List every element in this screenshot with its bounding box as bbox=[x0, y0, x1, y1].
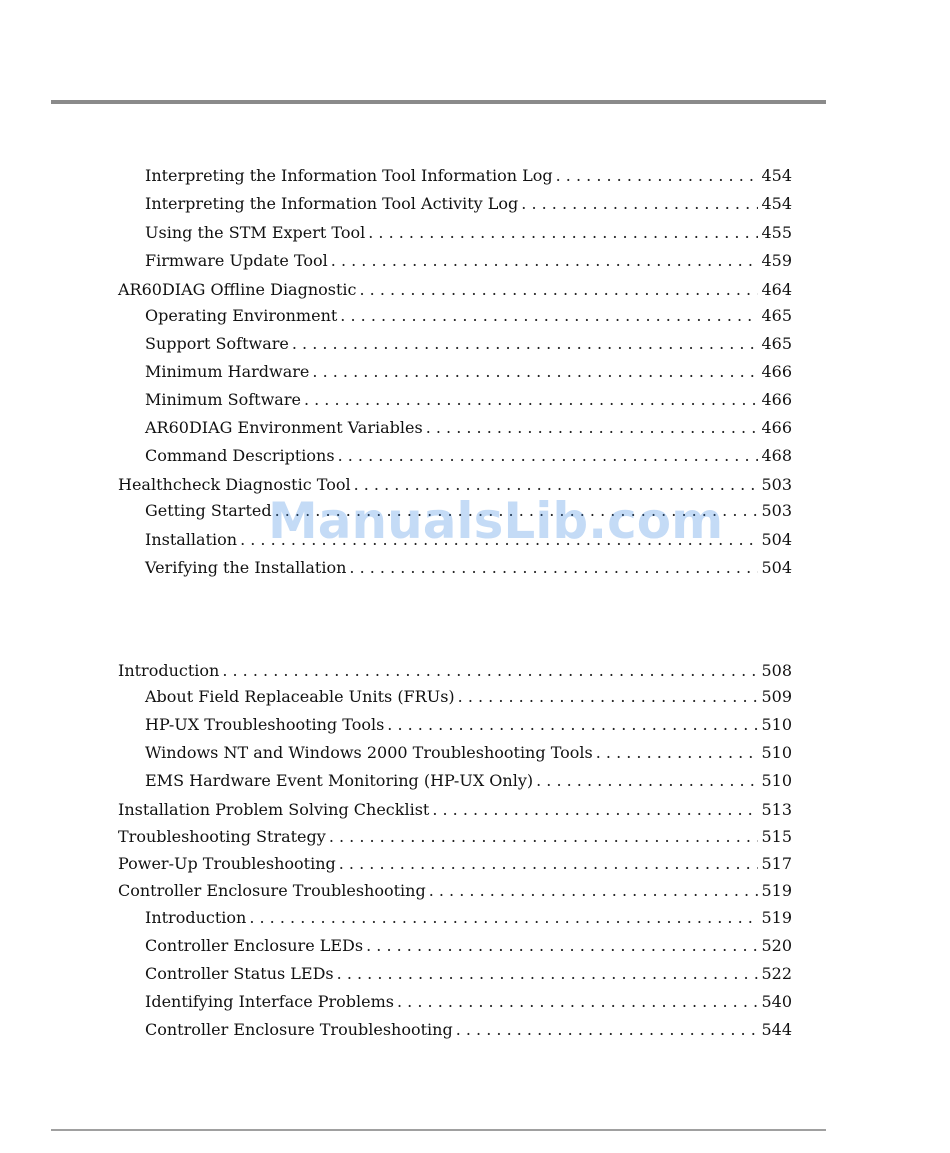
toc-entry-page: 454 bbox=[761, 194, 792, 213]
toc-entry-title: Controller Enclosure Troubleshooting bbox=[118, 881, 426, 900]
toc-leader-dots bbox=[432, 800, 758, 820]
watermark: ManualsLib.com bbox=[268, 492, 724, 550]
toc-entry[interactable] bbox=[145, 446, 792, 466]
toc-entry-page: 510 bbox=[761, 771, 792, 790]
bottom-rule bbox=[51, 1129, 826, 1131]
toc-leader-dots bbox=[397, 992, 758, 1012]
toc-entry-title: Support Software bbox=[145, 334, 289, 353]
toc-entry-page: 465 bbox=[761, 306, 792, 325]
toc-entry-title: Firmware Update Tool bbox=[145, 251, 328, 270]
toc-entry-page: 508 bbox=[761, 661, 792, 680]
toc-leader-dots bbox=[338, 446, 759, 466]
toc-entry-title: Controller Enclosure LEDs bbox=[145, 936, 364, 955]
toc-leader-dots bbox=[429, 881, 759, 901]
toc-entry[interactable] bbox=[145, 908, 792, 928]
toc-entry-page: 522 bbox=[761, 964, 792, 983]
toc-leader-dots bbox=[329, 827, 759, 847]
toc-entry-page: 455 bbox=[761, 223, 792, 242]
toc-entry-page: 466 bbox=[761, 390, 792, 409]
toc-entry[interactable] bbox=[145, 306, 792, 326]
toc-entry[interactable] bbox=[118, 827, 792, 847]
toc-entry-page: 509 bbox=[761, 687, 792, 706]
toc-entry-title: EMS Hardware Event Monitoring (HP-UX Only) bbox=[145, 771, 534, 790]
toc-entry[interactable] bbox=[118, 280, 792, 300]
toc-entry-title: Minimum Software bbox=[145, 390, 301, 409]
toc-entry[interactable] bbox=[145, 964, 792, 984]
toc-entry[interactable] bbox=[145, 687, 792, 707]
toc-entry-page: 503 bbox=[761, 475, 792, 494]
toc-entry-title: Installation bbox=[145, 530, 238, 549]
toc-leader-dots bbox=[349, 558, 758, 578]
toc-leader-dots bbox=[596, 743, 759, 763]
toc-entry-title: Windows NT and Windows 2000 Troubleshooting Tools bbox=[145, 743, 593, 762]
toc-entry-title: Healthcheck Diagnostic Tool bbox=[118, 475, 351, 494]
toc-leader-dots bbox=[536, 771, 758, 791]
toc-entry-page: 465 bbox=[761, 334, 792, 353]
toc-entry-page: 468 bbox=[761, 446, 792, 465]
toc-entry[interactable] bbox=[145, 992, 792, 1012]
toc-entry-title: Interpreting the Information Tool Information Log bbox=[145, 166, 553, 185]
toc-entry-page: 454 bbox=[761, 166, 792, 185]
toc-entry-title: Troubleshooting Strategy bbox=[118, 827, 326, 846]
toc-entry-title: Power-Up Troubleshooting bbox=[118, 854, 336, 873]
toc-entry-page: 540 bbox=[761, 992, 792, 1011]
toc-leader-dots bbox=[304, 390, 759, 410]
toc-entry-title: Installation Problem Solving Checklist bbox=[118, 800, 430, 819]
toc-entry-title: AR60DIAG Offline Diagnostic bbox=[118, 280, 357, 299]
toc-leader-dots bbox=[360, 280, 759, 300]
toc-leader-dots bbox=[366, 936, 758, 956]
toc-entry[interactable] bbox=[145, 715, 792, 735]
toc-entry[interactable] bbox=[145, 936, 792, 956]
toc-entry-page: 510 bbox=[761, 743, 792, 762]
toc-entry-page: 544 bbox=[761, 1020, 792, 1039]
toc-entry-title: Introduction bbox=[118, 661, 220, 680]
toc-entry-page: 517 bbox=[761, 854, 792, 873]
toc-entry[interactable] bbox=[118, 854, 792, 874]
toc-leader-dots bbox=[331, 251, 759, 271]
toc-entry-title: Getting Started bbox=[145, 501, 272, 520]
toc-leader-dots bbox=[292, 334, 759, 354]
toc-leader-dots bbox=[456, 1020, 759, 1040]
toc-entry-title: Controller Status LEDs bbox=[145, 964, 334, 983]
toc-entry-page: 515 bbox=[761, 827, 792, 846]
toc-entry[interactable] bbox=[145, 251, 792, 271]
toc-leader-dots bbox=[249, 908, 758, 928]
toc-entry-page: 510 bbox=[761, 715, 792, 734]
toc-entry[interactable] bbox=[145, 418, 792, 438]
toc-entry[interactable] bbox=[145, 558, 792, 578]
toc-entry[interactable] bbox=[145, 743, 792, 763]
toc-entry-page: 504 bbox=[761, 558, 792, 577]
toc-leader-dots bbox=[368, 223, 758, 243]
toc-entry-title: Using the STM Expert Tool bbox=[145, 223, 366, 242]
toc-leader-dots bbox=[340, 306, 758, 326]
toc-leader-dots bbox=[426, 418, 759, 438]
toc-entry-page: 459 bbox=[761, 251, 792, 270]
toc-entry[interactable] bbox=[145, 166, 792, 186]
toc-entry[interactable] bbox=[145, 194, 792, 214]
toc-leader-dots bbox=[458, 687, 759, 707]
toc-entry-title: AR60DIAG Environment Variables bbox=[145, 418, 423, 437]
toc-leader-dots bbox=[387, 715, 758, 735]
toc-entry-page: 504 bbox=[761, 530, 792, 549]
toc-leader-dots bbox=[556, 166, 759, 186]
toc-leader-dots bbox=[312, 362, 758, 382]
toc-entry-page: 466 bbox=[761, 418, 792, 437]
toc-entry-title: HP-UX Troubleshooting Tools bbox=[145, 715, 385, 734]
toc-leader-dots bbox=[339, 854, 759, 874]
toc-entry-page: 519 bbox=[761, 908, 792, 927]
toc-entry-title: Controller Enclosure Troubleshooting bbox=[145, 1020, 453, 1039]
toc-entry[interactable] bbox=[145, 390, 792, 410]
toc-entry[interactable] bbox=[145, 362, 792, 382]
toc-entry[interactable] bbox=[118, 881, 792, 901]
toc-entry-title: About Field Replaceable Units (FRUs) bbox=[145, 687, 455, 706]
toc-entry-page: 503 bbox=[761, 501, 792, 520]
toc-leader-dots bbox=[337, 964, 759, 984]
toc-entry-page: 519 bbox=[761, 881, 792, 900]
toc-entry-title: Minimum Hardware bbox=[145, 362, 310, 381]
toc-entry-title: Verifying the Installation bbox=[145, 558, 347, 577]
toc-entry-title: Identifying Interface Problems bbox=[145, 992, 394, 1011]
toc-entry[interactable] bbox=[145, 771, 792, 791]
top-rule bbox=[51, 100, 826, 104]
toc-entry-title: Operating Environment bbox=[145, 306, 338, 325]
toc-entry[interactable] bbox=[118, 800, 792, 820]
toc-leader-dots bbox=[521, 194, 758, 214]
toc-entry-page: 466 bbox=[761, 362, 792, 381]
toc-entry-title: Interpreting the Information Tool Activity Log bbox=[145, 194, 519, 213]
toc-entry-title: Command Descriptions bbox=[145, 446, 335, 465]
toc-entry[interactable] bbox=[145, 223, 792, 243]
toc-entry[interactable] bbox=[145, 334, 792, 354]
toc-entry[interactable] bbox=[145, 1020, 792, 1040]
toc-leader-dots bbox=[222, 661, 758, 681]
toc-entry-page: 513 bbox=[761, 800, 792, 819]
toc-entry-title: Introduction bbox=[145, 908, 247, 927]
toc-entry-page: 520 bbox=[761, 936, 792, 955]
toc-entry-page: 464 bbox=[761, 280, 792, 299]
toc-entry[interactable] bbox=[118, 661, 792, 681]
